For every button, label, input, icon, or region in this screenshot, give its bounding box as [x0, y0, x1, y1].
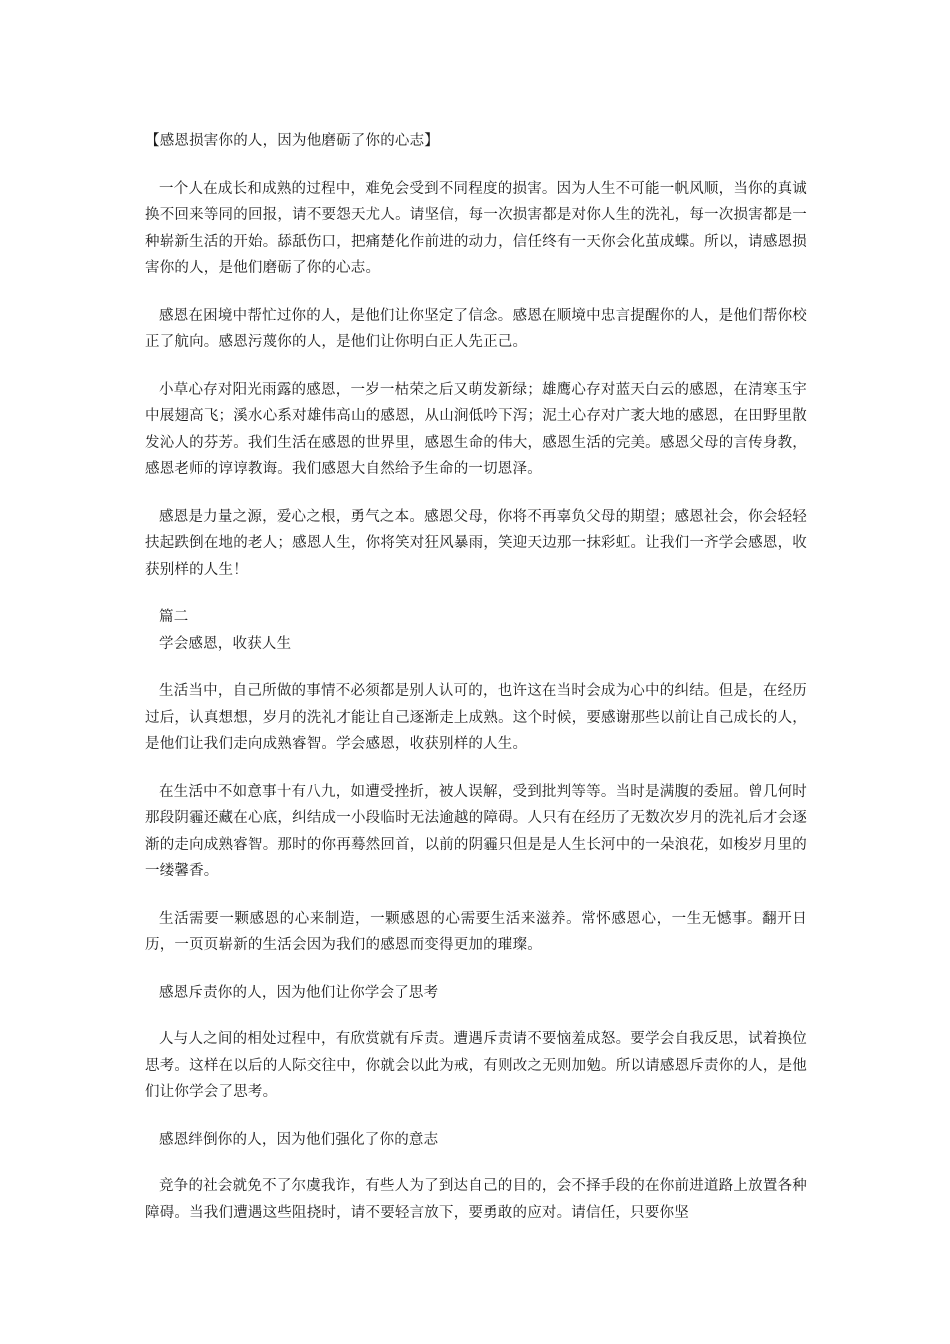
- section-label: 篇二: [159, 609, 189, 625]
- paragraph: 感恩在困境中帮忙过你的人，是他们让你坚定了信念。感恩在顺境中忠言提醒你的人，是他们帮你校正了航向。感恩污蔑你的人，是他们让你明白正人先正己。: [145, 307, 807, 350]
- paragraph: 竞争的社会就免不了尔虞我诈，有些人为了到达自己的目的，会不择手段的在你前进道路上放置各种障碍。当我们遭遇这些阻挠时，请不要轻言放下，要勇敢的应对。请信任，只要你坚: [145, 1178, 807, 1221]
- section-heading: 感恩绊倒你的人，因为他们强化了你的意志: [159, 1131, 439, 1148]
- paragraph: 生活需要一颗感恩的心来制造，一颗感恩的心需要生活来滋养。常怀感恩心，一生无憾事。翻开日历，一页页崭新的生活会因为我们的感恩而变得更加的璀璨。: [145, 910, 807, 953]
- paragraph: 人与人之间的相处过程中，有欣赏就有斥责。遭遇斥责请不要恼羞成怒。要学会自我反思，试着换位思考。这样在以后的人际交往中，你就会以此为戒，有则改之无则加勉。所以请感恩斥责你的人，是他们让你学会了思考。: [145, 1031, 807, 1100]
- paragraph: 一个人在成长和成熟的过程中，难免会受到不同程度的损害。因为人生不可能一帆风顺，当你的真诚换不回来等同的回报，请不要怨天尤人。请坚信，每一次损害都是对你人生的洗礼，每一次损害都是一种崭新生活的开始。舔舐伤口，把痛楚化作前进的动力，信任终有一天你会化茧成蝶。所以，请感恩损害你的人，是他们磨砺了你的心志。: [145, 180, 807, 276]
- paragraph: 生活当中，自己所做的事情不必须都是别人认可的，也许这在当时会成为心中的纠结。但是，在经历过后，认真想想，岁月的洗礼才能让自己逐渐走上成熟。这个时候，要感谢那些以前让自己成长的人，是他们让我们走向成熟睿智。学会感恩，收获别样的人生。: [145, 683, 807, 752]
- section-title: 【感恩损害你的人，因为他磨砺了你的心志】: [145, 133, 439, 149]
- paragraph: 在生活中不如意事十有八九，如遭受挫折，被人误解，受到批判等等。当时是满腹的委屈。曾几何时那段阴霾还藏在心底，纠结成一小段临时无法逾越的障碍。人只有在经历了无数次岁月的洗礼后才会逐渐的走向成熟睿智。那时的你再蓦然回首，以前的阴霾只但是是人生长河中的一朵浪花，如梭岁月里的一缕馨香。: [145, 783, 807, 879]
- paragraph: 感恩是力量之源，爱心之根，勇气之本。感恩父母，你将不再辜负父母的期望；感恩社会，你会轻轻扶起跌倒在地的老人；感恩人生，你将笑对狂风暴雨，笑迎天边那一抹彩虹。让我们一齐学会感恩，收获别样的人生！: [145, 508, 807, 578]
- section-heading: 感恩斥责你的人，因为他们让你学会了思考: [159, 984, 439, 1001]
- section-subtitle: 学会感恩，收获人生: [159, 635, 292, 652]
- document-body: [145, 128, 807, 1247]
- paragraph: 小草心存对阳光雨露的感恩，一岁一枯荣之后又萌发新绿；雄鹰心存对蓝天白云的感恩，在清寒玉宇中展翅高飞；溪水心系对雄伟高山的感恩，从山涧低吟下泻；泥土心存对广袤大地的感恩，在田野里散发沁人的芬芳。我们生活在感恩的世界里，感恩生命的伟大，感恩生活的完美。感恩父母的言传身教，感恩老师的谆谆教诲。我们感恩大自然给予生命的一切恩泽。: [145, 381, 807, 477]
